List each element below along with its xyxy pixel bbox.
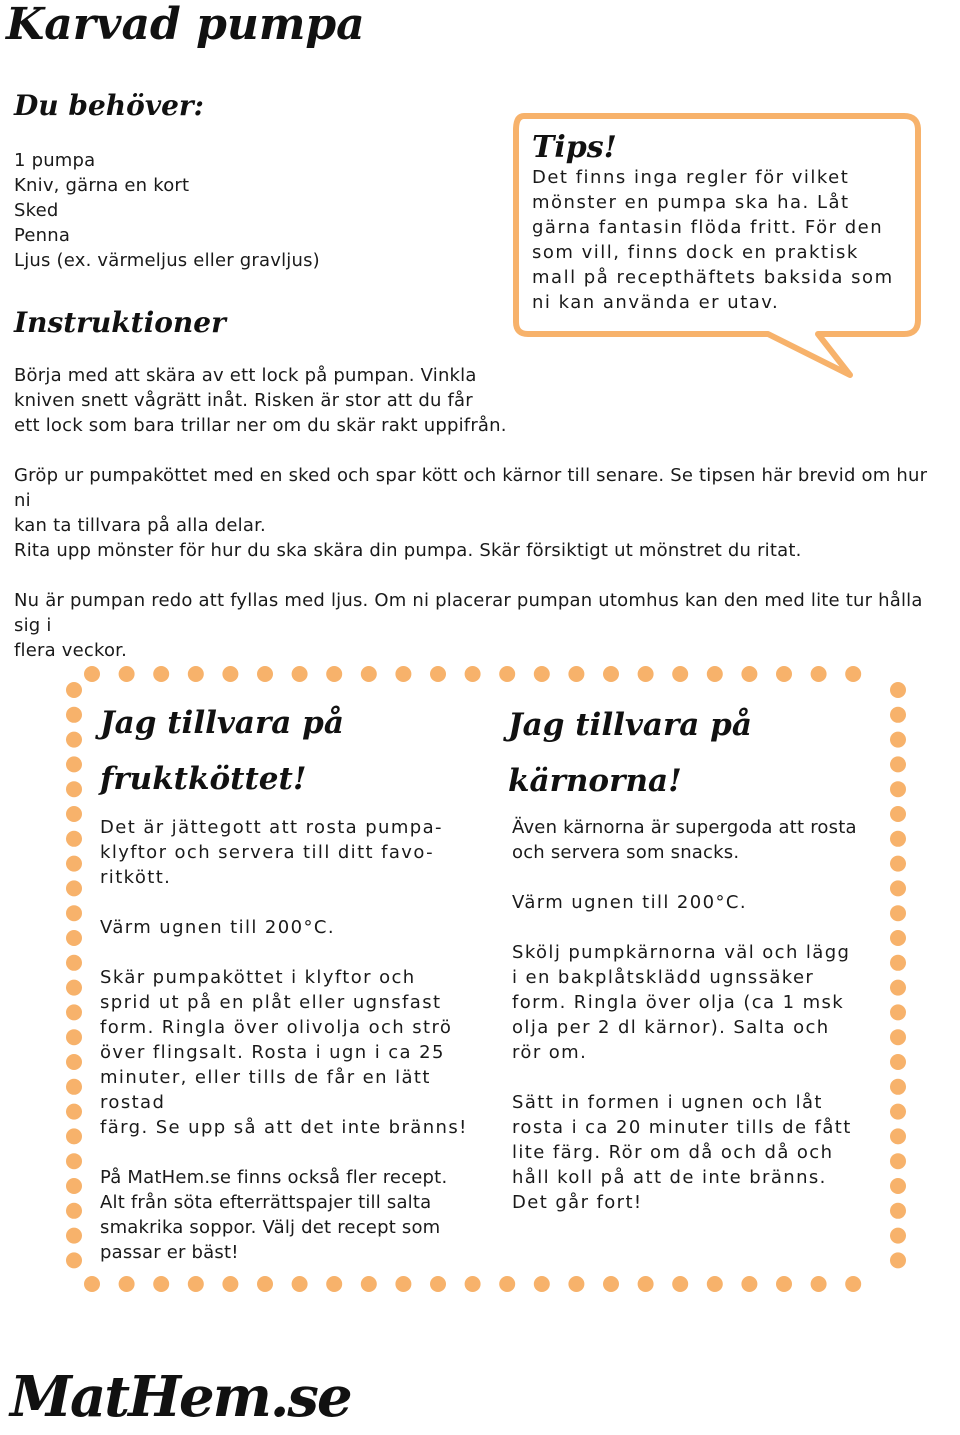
frame-dot (66, 707, 82, 723)
karnor-heading: Jag tillvara på kärnorna! (508, 707, 752, 799)
frame-dot (430, 666, 446, 682)
frame-dot (66, 1079, 82, 1095)
frame-dot (66, 1128, 82, 1144)
frame-dot (890, 1128, 906, 1144)
frame-dot (66, 732, 82, 748)
frame-dot (66, 781, 82, 797)
tips-text: Det finns inga regler för vilket mönster en pumpa ska ha. Låt gärna fantasin flöda fritt. För den som vill, finns dock en praktisk mall på recepthäftets baksida som ni kan använda er utav. (532, 167, 894, 313)
frame-dot (890, 980, 906, 996)
frame-dot (890, 1178, 906, 1194)
frame-dot (534, 1276, 550, 1292)
frame-dot (66, 930, 82, 946)
frame-dot (499, 1276, 515, 1292)
frame-dot (890, 856, 906, 872)
frame-dot (890, 1029, 906, 1045)
frame-dot (66, 806, 82, 822)
frame-dot (776, 1276, 792, 1292)
frame-dot (707, 1276, 723, 1292)
frame-dot (890, 707, 906, 723)
frame-dot (257, 666, 273, 682)
frame-dot (890, 1054, 906, 1070)
frame-dot (890, 831, 906, 847)
frame-dot (153, 666, 169, 682)
frame-dot (66, 682, 82, 698)
fruktkott-text (100, 815, 480, 1290)
frame-dot (84, 666, 100, 682)
frame-dot (222, 666, 238, 682)
frame-dot (66, 880, 82, 896)
ingredients-heading: Du behöver: (14, 89, 204, 122)
frame-dot (890, 905, 906, 921)
frame-dot (568, 666, 584, 682)
instructions-heading: Instruktioner (14, 306, 226, 339)
frame-dot (66, 756, 82, 772)
frame-dot (292, 666, 308, 682)
frame-dot (66, 856, 82, 872)
frame-dot (361, 666, 377, 682)
instruction-step: Nu är pumpan redo att fyllas med ljus. Om ni placerar pumpan utomhus kan den med lite tur hålla sig i flera veckor. (14, 590, 923, 661)
frame-dot (890, 732, 906, 748)
instruction-step: Börja med att skära av ett lock på pumpan. Vinkla kniven snett vågrätt inåt. Risken är stor att du får ett lock som bara trillar ner om du skär rakt uppifrån. (14, 365, 507, 436)
frame-dot (188, 666, 204, 682)
ingredient-item: Ljus (ex. värmeljus eller gravljus) (14, 250, 320, 271)
frame-dot (741, 1276, 757, 1292)
ingredient-item: 1 pumpa (14, 150, 96, 171)
frame-dot (890, 1104, 906, 1120)
frame-dot (890, 806, 906, 822)
instruction-step: Gröp ur pumpaköttet med en sked och spar kött och kärnor till senare. Se tipsen här brevid om hur ni kan ta tillvara på alla delar. (14, 465, 928, 536)
frame-dot (811, 666, 827, 682)
frame-dot (890, 1079, 906, 1095)
frame-dot (66, 1228, 82, 1244)
ingredient-item: Kniv, gärna en kort (14, 175, 190, 196)
frame-dot (776, 666, 792, 682)
karnor-paragraph: Även kärnorna är supergoda att rosta och servera som snacks. (512, 817, 857, 863)
frame-dot (499, 666, 515, 682)
frame-dot (66, 905, 82, 921)
karnor-text (512, 815, 892, 1240)
frame-dot (741, 666, 757, 682)
frame-dot (890, 955, 906, 971)
frame-dot (890, 781, 906, 797)
frame-dot (326, 666, 342, 682)
ingredient-item: Sked (14, 200, 59, 221)
frame-dot (84, 1276, 100, 1292)
frame-dot (811, 1276, 827, 1292)
frame-dot (66, 980, 82, 996)
frame-dot (395, 666, 411, 682)
frame-dot (119, 666, 135, 682)
frame-dot (603, 1276, 619, 1292)
karnor-paragraph: Sätt in formen i ugnen och låt rosta i ca 20 minuter tills de fått lite färg. Rör om då och då och håll koll på att de inte bränns. Det går fort! (512, 1092, 852, 1213)
frame-dot (890, 880, 906, 896)
frame-dot (66, 1004, 82, 1020)
frame-dot (890, 1153, 906, 1169)
fruktkott-paragraph: Skär pumpaköttet i klyftor och sprid ut på en plåt eller ugnsfast form. Ringla över olivolja och strö över flingsalt. Rosta i ugn i ca 25 minuter, eller tills de får en lätt rostad färg. Se upp så att det inte bränns! (100, 967, 468, 1138)
frame-dot (66, 955, 82, 971)
frame-dot (672, 1276, 688, 1292)
frame-dot (66, 1104, 82, 1120)
frame-dot (66, 1252, 82, 1268)
frame-dot (66, 1203, 82, 1219)
frame-dot (890, 1203, 906, 1219)
frame-dot (890, 930, 906, 946)
fruktkott-paragraph: Det är jättegott att rosta pumpa- klyftor och servera till ditt favo- ritkött. (100, 817, 443, 888)
page-title: Karvad pumpa (6, 0, 365, 50)
karnor-paragraph: Värm ugnen till 200°C. (512, 892, 747, 913)
frame-dot (603, 666, 619, 682)
fruktkott-paragraph: Värm ugnen till 200°C. (100, 917, 335, 938)
fruktkott-paragraph: På MatHem.se finns också fler recept. Alt från söta efterrättspajer till salta smakrika soppor. Välj det recept som passar er bäst! (100, 1167, 448, 1263)
frame-dot (638, 1276, 654, 1292)
frame-dot (672, 666, 688, 682)
karnor-paragraph: Skölj pumpkärnorna väl och lägg i en bakplåtsklädd ugnssäker form. Ringla över olja (ca 1 msk olja per 2 dl kärnor). Salta och rör om. (512, 942, 851, 1063)
frame-dot (66, 1029, 82, 1045)
frame-dot (638, 666, 654, 682)
frame-dot (465, 666, 481, 682)
frame-dot (707, 666, 723, 682)
frame-dot (66, 831, 82, 847)
fruktkott-heading: Jag tillvara på fruktköttet! (100, 705, 344, 797)
frame-dot (845, 666, 861, 682)
mathem-logo: MatHem.se (10, 1364, 351, 1430)
frame-dot (568, 1276, 584, 1292)
frame-dot (890, 1004, 906, 1020)
frame-dot (890, 682, 906, 698)
frame-dot (890, 756, 906, 772)
frame-dot (66, 1153, 82, 1169)
frame-dot (534, 666, 550, 682)
instruction-step: Rita upp mönster för hur du ska skära din pumpa. Skär försiktigt ut mönstret du ritat. (14, 540, 802, 561)
frame-dot (66, 1054, 82, 1070)
frame-dot (890, 1252, 906, 1268)
ingredient-item: Penna (14, 225, 71, 246)
frame-dot (845, 1276, 861, 1292)
tips-heading: Tips! (532, 130, 617, 165)
frame-dot (890, 1228, 906, 1244)
frame-dot (66, 1178, 82, 1194)
